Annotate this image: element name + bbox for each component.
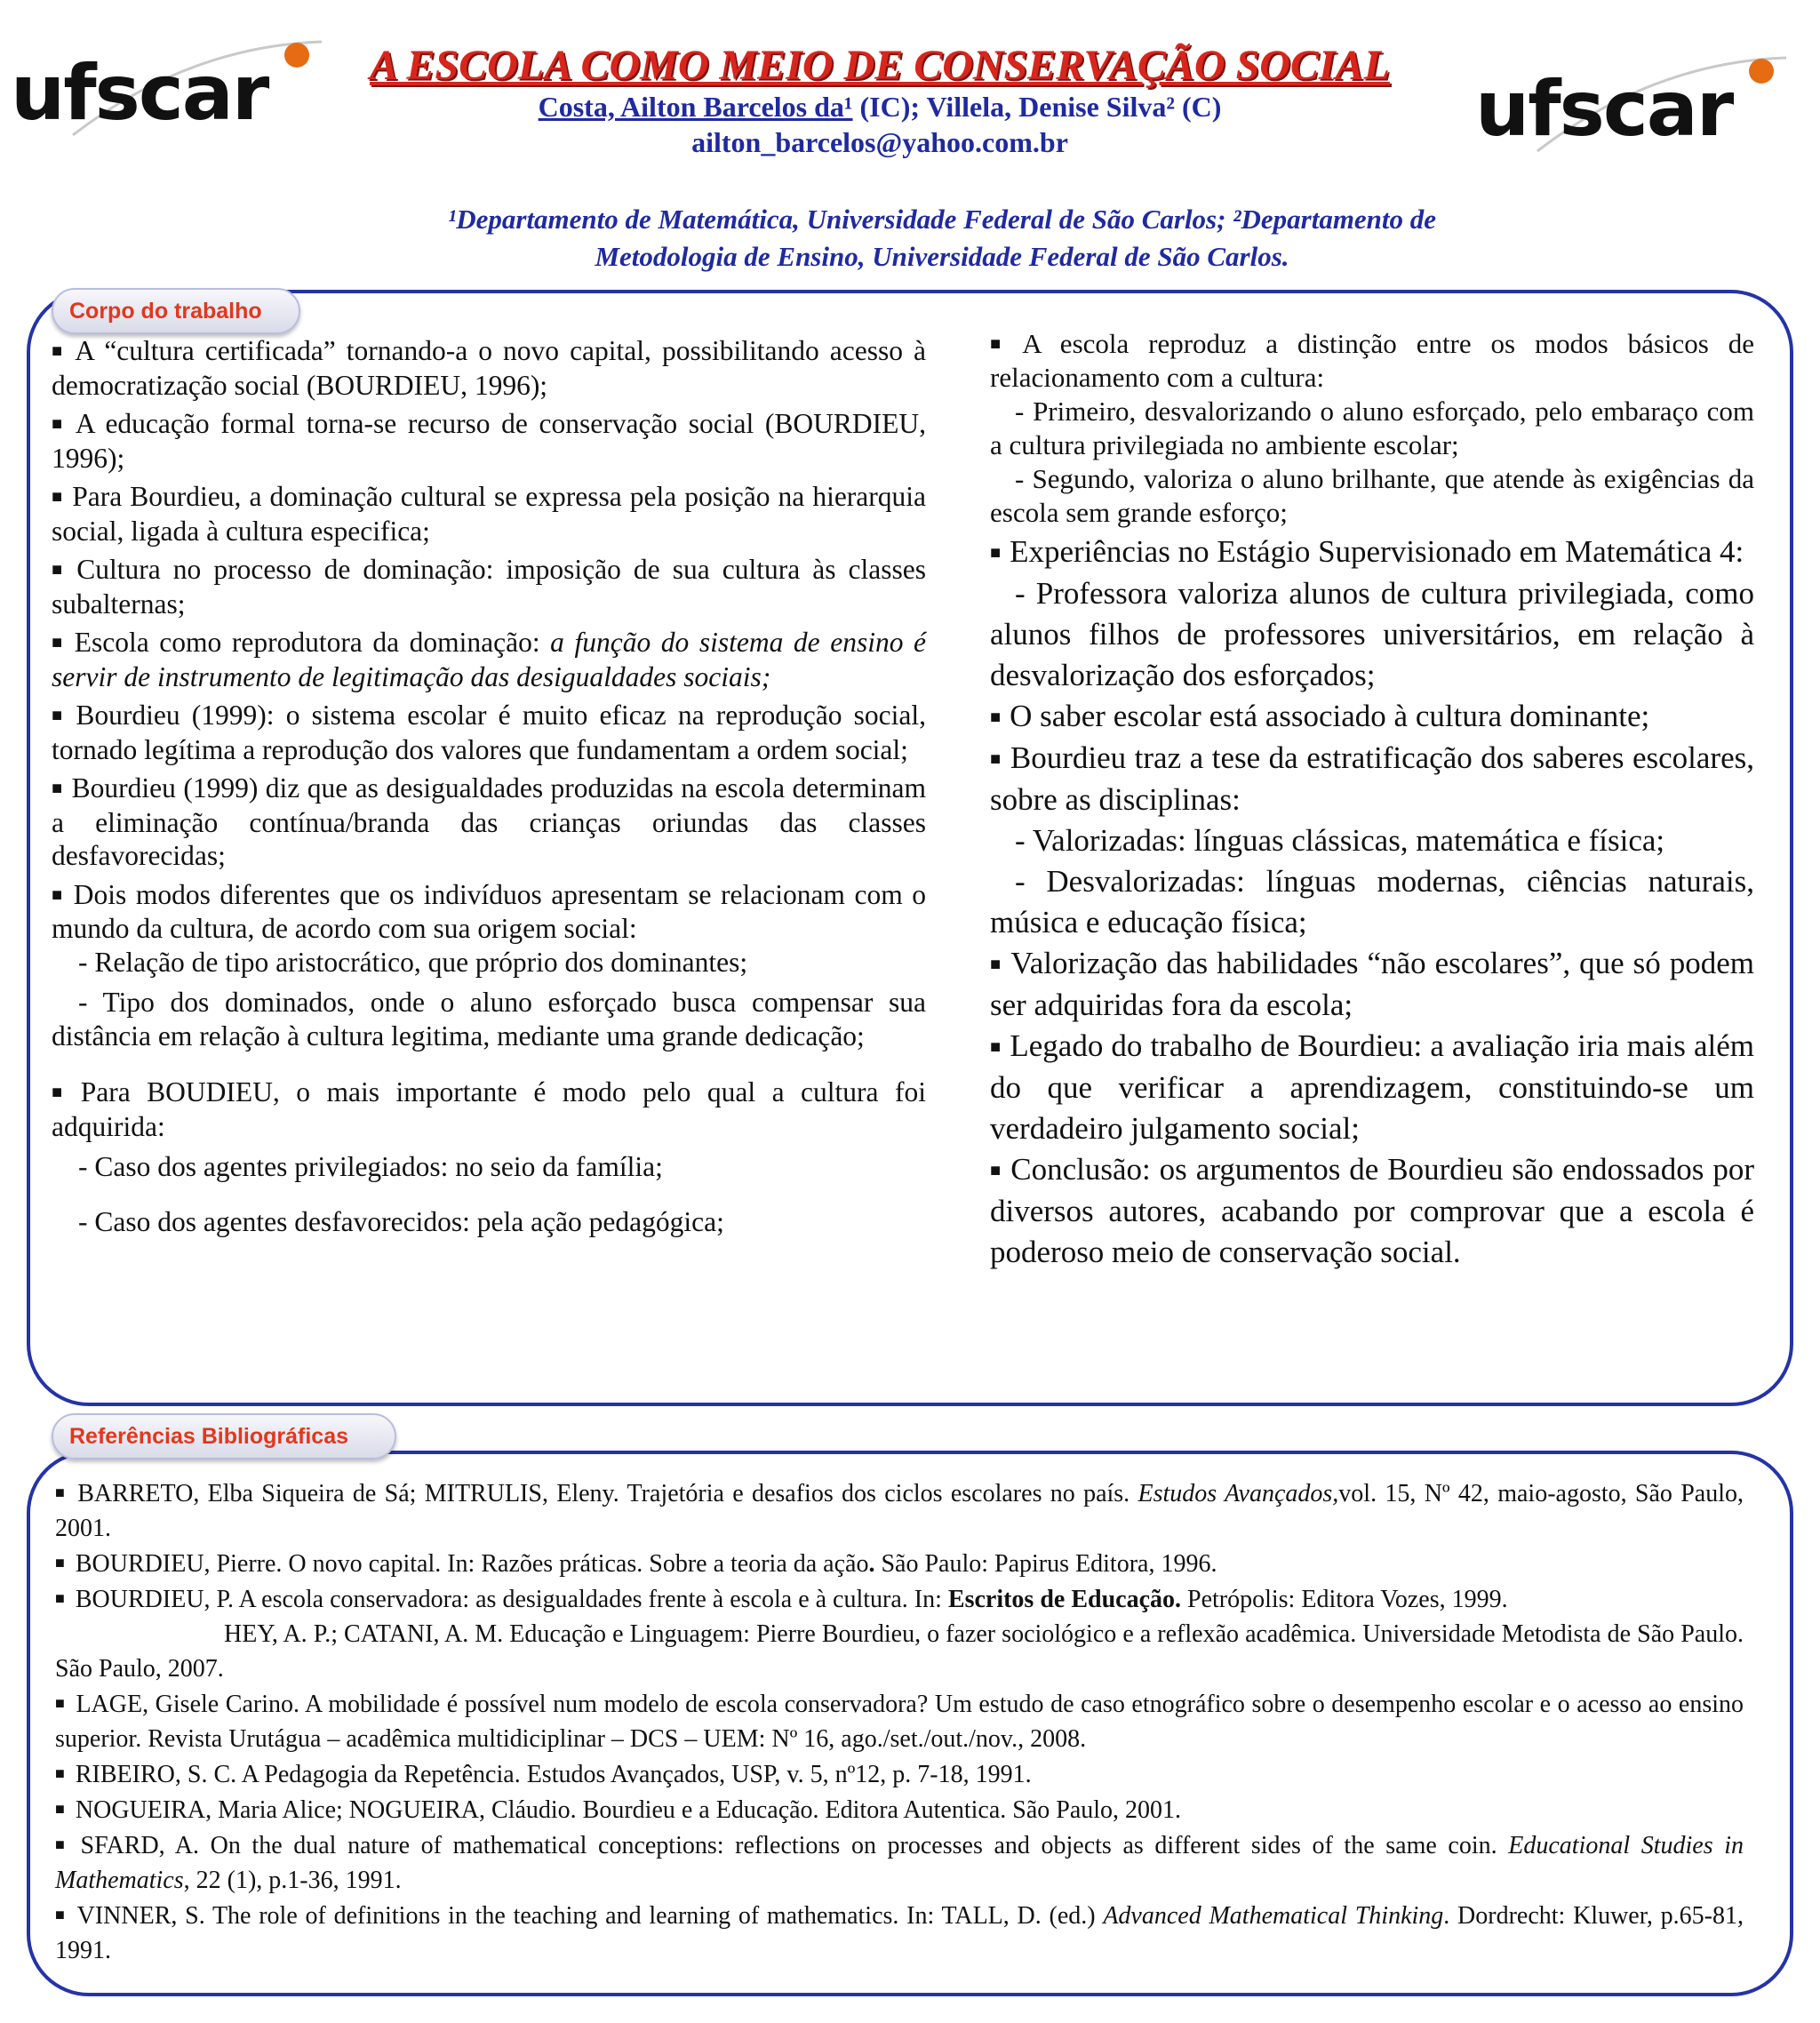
sub-item: - Professora valoriza alunos de cultura privilegiada, como alunos filhos de professores universitários, em relação à desvalorização dos esforçados; bbox=[990, 576, 1754, 692]
sub-item: - Caso dos agentes desfavorecidos: pela ação pedagógica; bbox=[78, 1205, 724, 1237]
list-item: ■ Cultura no processo de dominação: imposição de sua cultura às classes subalternas; bbox=[52, 554, 926, 620]
references-list bbox=[55, 1475, 1744, 1968]
email: ailton_barcelos@yahoo.com.br bbox=[691, 126, 1068, 158]
list-item: ■ A “cultura certificada” tornando-a o novo capital, possibilitando acesso à democratização social (BOURDIEU, 1996); bbox=[52, 335, 926, 401]
references-tab: Referências Bibliográficas bbox=[52, 1413, 396, 1459]
reference-item: ■ BOURDIEU, P. A escola conservadora: as desigualdades frente à escola e à cultura. In: Escritos de Educação. Petrópolis: Editora Vozes, 1999. bbox=[55, 1586, 1508, 1613]
list-item: ■ Legado do trabalho de Bourdieu: a avaliação iria mais além do que verificar a aprendizagem, constituindo-se um verdadeiro julgamento social; bbox=[990, 1028, 1754, 1146]
square-bullet-icon: ■ bbox=[52, 633, 66, 652]
square-bullet-icon: ■ bbox=[55, 1554, 65, 1571]
list-item: ■ Bourdieu (1999): o sistema escolar é muito eficaz na reprodução social, tornado legítima a reprodução dos valores que fundamentam a ordem social; bbox=[52, 700, 926, 765]
reference-item: ■ LAGE, Gisele Carino. A mobilidade é possível num modelo de escola conservadora? Um estudo de caso etnográfico sobre o desempenho escolar e o acesso ao ensino superior. Revista Urutágua – acadêmica multidiciplinar – DCS – UEM: Nº 16, ago./set./out./nov., 2008. bbox=[55, 1691, 1744, 1753]
list-item: ■ Conclusão: os argumentos de Bourdieu são endossados por diversos autores, acabando por comprovar que a escola é poderoso meio de conservação social. bbox=[990, 1152, 1754, 1269]
left-column bbox=[52, 334, 926, 1238]
list-item: ■ Para BOUDIEU, o mais importante é modo pelo qual a cultura foi adquirida: bbox=[52, 1076, 926, 1142]
square-bullet-icon: ■ bbox=[55, 1694, 66, 1712]
square-bullet-icon: ■ bbox=[52, 560, 68, 580]
affiliation-line: ¹Departamento de Matemática, Universidade Federal de São Carlos; ²Departamento de bbox=[447, 204, 1437, 235]
square-bullet-icon: ■ bbox=[52, 487, 64, 507]
author-link[interactable]: Costa, Ailton Barcelos da¹ bbox=[538, 91, 853, 123]
reference-item: ■ SFARD, A. On the dual nature of mathematical conceptions: reflections on processes and objects as different sides of the same coin. Educational Studies in Mathematics, 22 (1), p.1-36, 1991. bbox=[55, 1832, 1744, 1894]
list-item: ■ Para Bourdieu, a dominação cultural se expressa pela posição na hierarquia social, ligada à cultura especifica; bbox=[52, 481, 926, 547]
list-item: ■ O saber escolar está associado à cultura dominante; bbox=[990, 699, 1650, 733]
list-item: ■ A escola reproduz a distinção entre os modos básicos de relacionamento com a cultura: bbox=[990, 328, 1754, 393]
list-item: ■ Valorização das habilidades “não escolares”, que só podem ser adquiridas fora da escola; bbox=[990, 946, 1754, 1022]
square-bullet-icon: ■ bbox=[990, 334, 1014, 354]
authors-rest: (IC); Villela, Denise Silva² (C) bbox=[852, 91, 1222, 123]
poster-title: A ESCOLA COMO MEIO DE CONSERVAÇÃO SOCIAL bbox=[370, 42, 1390, 89]
ufscar-logo-right bbox=[1475, 36, 1777, 178]
list-item: ■ Dois modos diferentes que os indivíduos apresentam se relacionam com o mundo da cultura, de acordo com sua origem social: bbox=[52, 878, 926, 944]
sub-item: - Caso dos agentes privilegiados: no seio da família; bbox=[78, 1151, 663, 1182]
reference-item: ■ RIBEIRO, S. C. A Pedagogia da Repetência. Estudos Avançados, USP, v. 5, nº12, p. 7-18, 1991. bbox=[55, 1761, 1032, 1788]
sub-item: - Tipo dos dominados, onde o aluno esforçado busca compensar sua distância em relação à cultura legitima, mediante uma grande dedicação; bbox=[52, 987, 926, 1051]
list-item: ■ Bourdieu traz a tese da estratificação dos saberes escolares, sobre as disciplinas: bbox=[990, 740, 1754, 817]
list-item: ■ Experiências no Estágio Supervisionado em Matemática 4: bbox=[990, 534, 1744, 569]
authors bbox=[302, 89, 1457, 126]
square-bullet-icon: ■ bbox=[52, 414, 67, 434]
sub-item: - Desvalorizadas: línguas modernas, ciências naturais, música e educação física; bbox=[990, 864, 1754, 940]
square-bullet-icon: ■ bbox=[52, 1083, 72, 1102]
right-column bbox=[990, 327, 1754, 1273]
reference-item: ■ BARRETO, Elba Siqueira de Sá; MITRULIS, Eleny. Trajetória e desafios dos ciclos escolares no país. Estudos Avançados,vol. 15, Nº 42, maio-agosto, São Paulo, 2001. bbox=[55, 1480, 1744, 1542]
list-item: ■ A educação formal torna-se recurso de conservação social (BOURDIEU, 1996); bbox=[52, 408, 926, 474]
sub-item: - Relação de tipo aristocrático, que próprio dos dominantes; bbox=[78, 946, 748, 978]
square-bullet-icon: ■ bbox=[52, 779, 63, 798]
sub-item: - Segundo, valoriza o aluno brilhante, que atende às exigências da escola sem grande esforço; bbox=[990, 463, 1754, 528]
square-bullet-icon: ■ bbox=[990, 749, 1002, 769]
affiliation-line: Metodologia de Ensino, Universidade Federal de São Carlos. bbox=[595, 240, 1289, 272]
ufscar-logo-left bbox=[11, 20, 313, 162]
square-bullet-icon: ■ bbox=[990, 955, 1002, 974]
square-bullet-icon: ■ bbox=[990, 1161, 1002, 1180]
italic-quote: a função do sistema de ensino é servir de instrumento de legitimação das desigualdades sociais; bbox=[52, 627, 926, 692]
square-bullet-icon: ■ bbox=[55, 1906, 67, 1923]
square-bullet-icon: ■ bbox=[55, 1589, 65, 1607]
square-bullet-icon: ■ bbox=[990, 1037, 1002, 1057]
logo-text: ufscar bbox=[1475, 65, 1733, 154]
square-bullet-icon: ■ bbox=[52, 706, 68, 725]
square-bullet-icon: ■ bbox=[55, 1764, 65, 1782]
list-item: ■ Bourdieu (1999) diz que as desigualdades produzidas na escola determinam a eliminação contínua/branda das crianças oriundas das classes desfavorecidas; bbox=[52, 772, 926, 871]
square-bullet-icon: ■ bbox=[55, 1835, 70, 1853]
square-bullet-icon: ■ bbox=[990, 708, 1002, 727]
list-item: ■ Escola como reprodutora da dominação: a função do sistema de ensino é servir de instrumento de legitimação das desigualdades sociais; bbox=[52, 627, 926, 692]
square-bullet-icon: ■ bbox=[55, 1483, 68, 1501]
square-bullet-icon: ■ bbox=[52, 884, 65, 905]
body-tab: Corpo do trabalho bbox=[52, 288, 300, 334]
square-bullet-icon: ■ bbox=[55, 1800, 65, 1818]
logo-text: ufscar bbox=[11, 49, 268, 138]
affiliations bbox=[293, 201, 1591, 276]
reference-item: ■ VINNER, S. The role of definitions in the teaching and learning of mathematics. In: TALL, D. (ed.) Advanced Mathematical Thinking. Dordrecht: Kluwer, p.65-81, 1991. bbox=[55, 1902, 1744, 1964]
sub-item: - Primeiro, desvalorizando o aluno esforçado, pelo embaraço com a cultura privilegiada no ambiente escolar; bbox=[990, 396, 1754, 460]
square-bullet-icon: ■ bbox=[990, 543, 1002, 563]
square-bullet-icon: ■ bbox=[52, 341, 67, 361]
sub-item: - Valorizadas: línguas clássicas, matemática e física; bbox=[1015, 823, 1665, 858]
reference-item: ■ NOGUEIRA, Maria Alice; NOGUEIRA, Cláudio. Bourdieu e a Educação. Editora Autentica. São Paulo, 2001. bbox=[55, 1796, 1182, 1824]
reference-item: ■ BOURDIEU, Pierre. O novo capital. In: Razões práticas. Sobre a teoria da ação. São Paulo: Papirus Editora, 1996. bbox=[55, 1550, 1217, 1578]
reference-item: HEY, A. P.; CATANI, A. M. Educação e Linguagem: Pierre Bourdieu, o fazer sociológico e a reflexão acadêmica. Universidade Metodista de São Paulo. São Paulo, 2007. bbox=[55, 1620, 1744, 1683]
